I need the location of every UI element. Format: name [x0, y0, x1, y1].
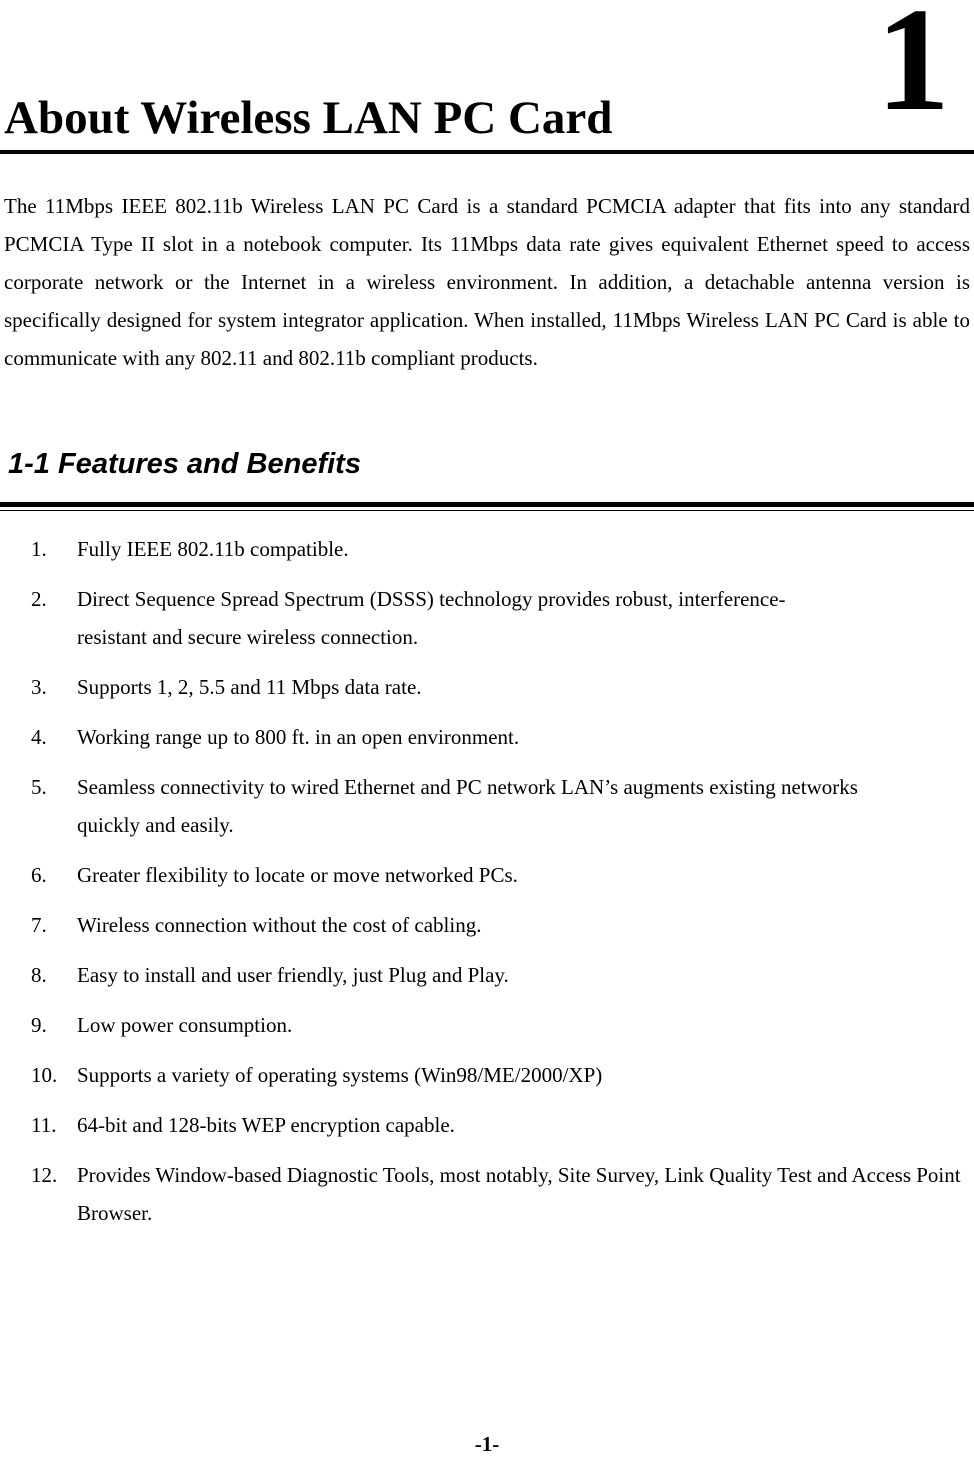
list-item-number: 1. [31, 537, 47, 561]
list-item-text: 64-bit and 128-bits WEP encryption capable. [77, 1113, 455, 1137]
list-item-text: Easy to install and user friendly, just Plug and Play. [77, 963, 509, 987]
list-item [0, 768, 974, 844]
list-item-text: Seamless connectivity to wired Ethernet and PC network LAN’s augments existing networks quickly and easily. [77, 775, 858, 837]
list-item-number: 2. [31, 587, 47, 611]
list-item [0, 1056, 974, 1094]
list-item-text: Supports 1, 2, 5.5 and 11 Mbps data rate. [77, 675, 422, 699]
list-item-number: 5. [31, 775, 47, 799]
features-list [0, 530, 974, 1244]
list-item-text: Fully IEEE 802.11b compatible. [77, 537, 349, 561]
list-item-number: 4. [31, 725, 47, 749]
list-item [0, 718, 974, 756]
title-divider [0, 150, 974, 154]
chapter-number: 1 [876, 0, 950, 142]
page-number: -1- [474, 1432, 500, 1456]
list-item-text: Working range up to 800 ft. in an open environment. [77, 725, 520, 749]
list-item-number: 10. [31, 1063, 58, 1087]
list-item-number: 8. [31, 963, 47, 987]
list-item [0, 1106, 974, 1144]
list-item-number: 3. [31, 675, 47, 699]
list-item [0, 956, 974, 994]
list-item [0, 906, 974, 944]
list-item [0, 580, 974, 656]
chapter-title: About Wireless LAN PC Card [4, 92, 613, 145]
section-divider-thin [0, 510, 974, 511]
list-item [0, 668, 974, 706]
section-divider-thick [0, 502, 974, 507]
list-item-number: 7. [31, 913, 47, 937]
list-item-text: Wireless connection without the cost of cabling. [77, 913, 482, 937]
list-item-number: 9. [31, 1013, 47, 1037]
list-item-number: 12. [31, 1163, 58, 1187]
list-item [0, 1006, 974, 1044]
list-item-number: 6. [31, 863, 47, 887]
list-item-text: Greater flexibility to locate or move networked PCs. [77, 863, 518, 887]
list-item-text: Provides Window-based Diagnostic Tools, most notably, Site Survey, Link Quality Test and Access Point Browser. [77, 1163, 961, 1225]
list-item-text: Supports a variety of operating systems (Win98/ME/2000/XP) [77, 1063, 603, 1087]
section-heading: 1-1 Features and Benefits [8, 448, 361, 480]
list-item [0, 1156, 974, 1232]
list-item-text: Direct Sequence Spread Spectrum (DSSS) technology provides robust, interference-resistant and secure wireless connection. [77, 587, 786, 649]
list-item-text: Low power consumption. [77, 1013, 293, 1037]
list-item [0, 856, 974, 894]
intro-paragraph: The 11Mbps IEEE 802.11b Wireless LAN PC Card is a standard PCMCIA adapter that fits into any standard PCMCIA Type II slot in a notebook computer. Its 11Mbps data rate gives equivalent Ethernet speed to access corporate network or the Internet in a wireless environment. In addition, a detachable antenna version is specifically designed for system integrator application. When installed, 11Mbps Wireless LAN PC Card is able to communicate with any 802.11 and 802.11b compliant products. [4, 194, 970, 370]
list-item [0, 530, 974, 568]
list-item-number: 11. [31, 1113, 57, 1137]
